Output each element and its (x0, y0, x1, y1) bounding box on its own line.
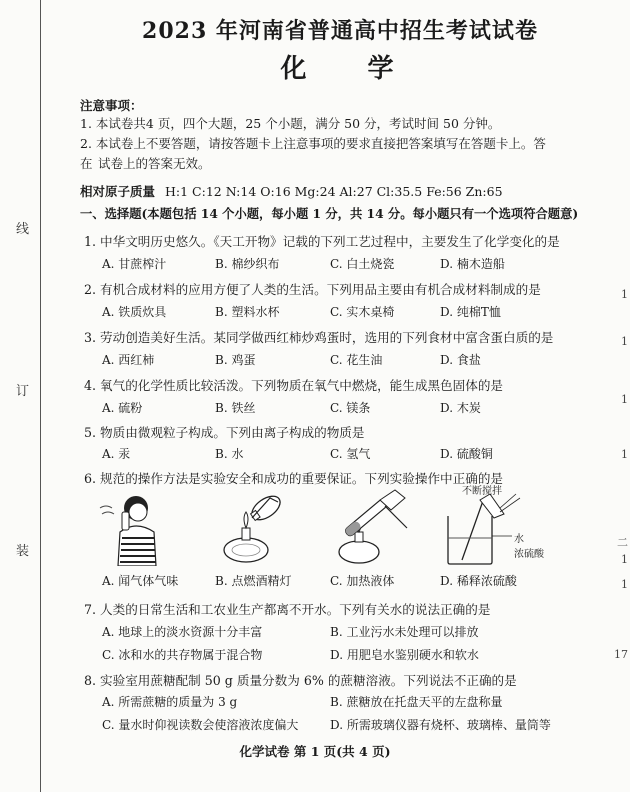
right-edge-mark: 1 (621, 288, 628, 301)
q6-option-a: A. 闻气体气味 (102, 574, 179, 588)
exam-subject: 化 学 (280, 54, 420, 84)
q8-option-c: C. 量水时仰视读数会使溶液浓度偏大 (102, 718, 299, 732)
q5-option-a: A. 汞 (102, 447, 131, 461)
question-1-stem: 1. 中华文明历史悠久。《天工开物》记载的下列工艺过程中，主要发生了化学变化的是 (84, 234, 560, 249)
q5-option-c: C. 氢气 (330, 447, 371, 461)
q3-option-a: A. 西红柿 (102, 353, 155, 367)
q6-option-d: D. 稀释浓硫酸 (440, 574, 517, 588)
q1-option-a: A. 甘蔗榨汁 (102, 257, 167, 271)
notes-item: 2. 本试卷上不要答题，请按答题卡上注意事项的要求直接把答案填写在答题卡上。答在 (80, 136, 546, 171)
notes-heading: 注意事项： (80, 98, 143, 113)
figure-label-stir: 不断搅拌 (462, 486, 502, 497)
q7-option-d: D. 用肥皂水鉴别硬水和软水 (330, 648, 479, 662)
q6-option-c: C. 加热液体 (330, 574, 395, 588)
margin-char-zhuang: 装 (16, 544, 30, 559)
question-3-stem: 3. 劳动创造美好生活。某同学做西红柿炒鸡蛋时，选用的下列食材中富含蛋白质的是 (84, 330, 554, 345)
figure-smell-gas (98, 488, 178, 566)
q2-option-a: A. 铁质炊具 (102, 305, 167, 319)
q1-option-b: B. 棉纱织布 (215, 257, 280, 271)
q4-option-b: B. 铁丝 (215, 401, 256, 415)
notes-item: 1. 本试卷共4 页，四个大题，25 个小题，满分 50 分，考试时间 50 分钟。 (80, 116, 501, 131)
question-4-stem: 4. 氧气的化学性质比较活泼。下列物质在氧气中燃烧，能生成黑色固体的是 (84, 378, 504, 393)
right-edge-mark: 17 (614, 648, 628, 661)
q8-option-a: A. 所需蔗糖的质量为 3 g (102, 695, 238, 709)
margin-char-xian: 线 (16, 222, 30, 237)
section1-heading: 一、选择题(本题包括 14 个小题，每小题 1 分，共 14 分。每小题只有一个选项符合题意) (80, 206, 579, 221)
q2-option-d: D. 纯棉T恤 (440, 305, 501, 319)
margin-char-ding: 订 (16, 384, 30, 399)
question-8-stem: 8. 实验室用蔗糖配制 50 g 质量分数为 6% 的蔗糖溶液。下列说法不正确的是 (84, 673, 517, 688)
atomic-mass-label: 相对原子质量 (80, 184, 156, 199)
q7-option-c: C. 冰和水的共存物属于混合物 (102, 648, 263, 662)
q4-option-d: D. 木炭 (440, 401, 481, 415)
q2-option-b: B. 塑料水杯 (215, 305, 280, 319)
binding-line (40, 0, 41, 792)
q1-option-d: D. 楠木造船 (440, 257, 505, 271)
q4-option-a: A. 硫粉 (102, 401, 143, 415)
q5-option-d: D. 硫酸铜 (440, 447, 493, 461)
q4-option-c: C. 镁条 (330, 401, 371, 415)
question-2-stem: 2. 有机合成材料的应用方便了人类的生活。下列用品主要由有机合成材料制成的是 (84, 282, 541, 297)
figure-light-lamp (212, 488, 292, 566)
right-edge-mark: 1 (621, 335, 628, 348)
question-6-stem: 6. 规范的操作方法是实验安全和成功的重要保证。下列实验操作中正确的是 (84, 471, 504, 486)
notes-item: 试卷上的答案无效。 (98, 156, 211, 171)
q3-option-d: D. 食盐 (440, 353, 481, 367)
q6-option-b: B. 点燃酒精灯 (215, 574, 292, 588)
atomic-mass-values: H:1 C:12 N:14 O:16 Mg:24 Al:27 Cl:35.5 Fe:56 Zn:65 (165, 184, 503, 199)
right-edge-mark: 1 (621, 578, 628, 591)
right-edge-mark: 1 (621, 448, 628, 461)
figure-label-acid: 浓硫酸 (514, 549, 544, 560)
page-footer: 化学试卷 第 1 页(共 4 页) (239, 744, 391, 759)
question-5-stem: 5. 物质由微观粒子构成。下列由离子构成的物质是 (84, 425, 365, 440)
figure-heat-liquid (325, 488, 410, 566)
question-7-stem: 7. 人类的日常生活和工农业生产都离不开水。下列有关水的说法正确的是 (84, 602, 491, 617)
q3-option-c: C. 花生油 (330, 353, 383, 367)
q7-option-a: A. 地球上的淡水资源十分丰富 (102, 625, 263, 639)
q1-option-c: C. 白土烧瓷 (330, 257, 395, 271)
right-edge-mark: 1 (621, 553, 628, 566)
q3-option-b: B. 鸡蛋 (215, 353, 256, 367)
right-edge-mark: 1 (621, 393, 628, 406)
atomic-mass-line (80, 182, 550, 202)
q5-option-b: B. 水 (215, 447, 244, 461)
exam-title: 2023 年河南省普通高中招生考试试卷 (142, 18, 538, 44)
q8-option-b: B. 蔗糖放在托盘天平的左盘称量 (330, 695, 503, 709)
q7-option-b: B. 工业污水未处理可以排放 (330, 625, 479, 639)
q2-option-c: C. 实木桌椅 (330, 305, 395, 319)
figure-label-water: 水 (514, 534, 524, 545)
q8-option-d: D. 所需玻璃仪器有烧杯、玻璃棒、量筒等 (330, 718, 551, 732)
right-edge-mark: 二 (617, 536, 628, 549)
